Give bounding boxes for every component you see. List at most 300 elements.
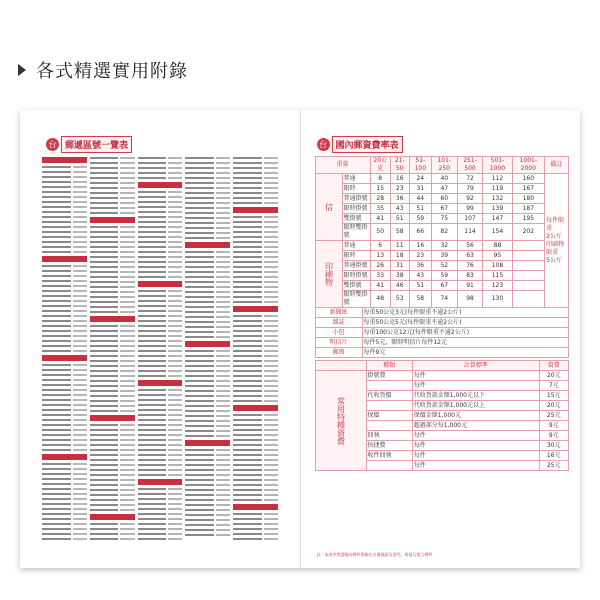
extra-text: 每重50公克5元(每件限重不逾2公斤) (362, 318, 568, 328)
extra-text: 每件5元，限時明信片每件12元 (362, 338, 568, 348)
rate-label: 限時雙掛號 (342, 291, 370, 308)
code-row (42, 477, 87, 481)
code-row (233, 379, 278, 383)
code-row (138, 299, 183, 303)
col-header: 20公克 (370, 157, 390, 174)
code-row (185, 335, 230, 339)
rate-row (315, 224, 568, 241)
code-row (233, 369, 278, 373)
code-row (138, 225, 183, 229)
rate-label: 限時掛號 (342, 271, 370, 281)
code-row (138, 512, 183, 516)
rate-value: 16 (409, 241, 431, 251)
code-row (233, 290, 278, 294)
code-row (138, 314, 183, 318)
rate-value: 72 (457, 174, 483, 184)
code-column (233, 156, 278, 548)
rate-value: 167 (512, 184, 545, 194)
code-row (42, 497, 87, 501)
right-page-title (317, 136, 403, 153)
code-row (90, 458, 135, 462)
code-row (185, 176, 230, 180)
left-page-title (46, 136, 132, 153)
rate-value: 24 (409, 174, 431, 184)
rate-value: 58 (390, 224, 409, 241)
code-row (233, 220, 278, 224)
code-row (185, 166, 230, 170)
rate-label: 雙掛號 (342, 281, 370, 291)
rate-value: 43 (390, 204, 409, 214)
region-chip (90, 316, 135, 322)
code-row (90, 324, 135, 328)
rate-value: 51 (390, 214, 409, 224)
code-row (138, 398, 183, 402)
col-header: 51-100 (409, 157, 431, 174)
code-row (185, 369, 230, 373)
fee-label: 掛號費 (366, 371, 412, 381)
region-chip (233, 306, 278, 312)
triangle-bullet-icon (18, 64, 26, 76)
code-row (90, 399, 135, 403)
fee-label: 收件回執 (366, 451, 412, 461)
code-row (185, 399, 230, 403)
code-row (90, 433, 135, 437)
extra-rate-row (315, 338, 568, 348)
code-row (138, 537, 183, 541)
code-row (233, 176, 278, 180)
code-row (138, 468, 183, 472)
rate-value: 52 (431, 261, 457, 271)
rate-value: 15 (370, 184, 390, 194)
code-row (233, 300, 278, 304)
code-row (185, 305, 230, 309)
code-row (42, 433, 87, 437)
code-row (185, 468, 230, 472)
code-row (233, 250, 278, 254)
special-category: 常用特種資費 (315, 371, 366, 471)
rate-category: 信 (315, 174, 342, 241)
code-row (42, 368, 87, 372)
code-row (90, 394, 135, 398)
region-chip (185, 341, 230, 347)
code-row (233, 453, 278, 457)
rate-value: 43 (409, 271, 431, 281)
fee-label (366, 461, 412, 471)
rate-value: 67 (431, 281, 457, 291)
code-row (42, 284, 87, 288)
rate-value: 18 (390, 251, 409, 261)
rate-value: 59 (431, 271, 457, 281)
code-row (42, 180, 87, 184)
right-page-title-text: 國內郵資費率表 (332, 136, 403, 153)
code-row (42, 378, 87, 382)
code-row (42, 408, 87, 412)
code-row (138, 344, 183, 348)
code-row (185, 186, 230, 190)
fee-header: 資費 (539, 361, 568, 371)
fee-value: 16元 (539, 451, 568, 461)
rate-value: 40 (431, 174, 457, 184)
code-row (90, 329, 135, 333)
fee-label (366, 421, 412, 431)
section-heading (18, 58, 188, 82)
code-row (138, 270, 183, 274)
rate-value (512, 251, 545, 261)
book-spread (20, 110, 580, 568)
code-row (185, 300, 230, 304)
code-row (233, 458, 278, 462)
extra-label: 雜誌 (315, 318, 362, 328)
code-row (138, 260, 183, 264)
code-row (42, 438, 87, 442)
rate-value: 119 (483, 184, 512, 194)
code-row (138, 205, 183, 209)
code-row (42, 388, 87, 392)
fee-header: 計算標準 (412, 361, 539, 371)
code-row (185, 503, 230, 507)
code-row (233, 230, 278, 234)
code-row (138, 156, 183, 160)
code-row (185, 498, 230, 502)
code-row (138, 487, 183, 491)
rate-value: 32 (431, 241, 457, 251)
code-row (185, 513, 230, 517)
code-row (185, 250, 230, 254)
rate-row (315, 184, 568, 194)
rate-value: 160 (512, 174, 545, 184)
code-row (233, 384, 278, 388)
fee-standard: 每件 (412, 371, 539, 381)
code-row (233, 517, 278, 521)
code-row (138, 171, 183, 175)
rate-row (315, 251, 568, 261)
code-row (138, 349, 183, 353)
code-row (90, 503, 135, 507)
code-row (42, 522, 87, 526)
code-row (185, 196, 230, 200)
code-row (233, 399, 278, 403)
code-row (233, 196, 278, 200)
code-row (138, 161, 183, 165)
code-row (138, 354, 183, 358)
extra-rate-table (315, 307, 569, 358)
code-row (185, 533, 230, 537)
rate-label: 限時 (342, 184, 370, 194)
code-row (90, 265, 135, 269)
code-row (185, 325, 230, 329)
code-row (233, 374, 278, 378)
rate-value: 50 (370, 224, 390, 241)
code-row (90, 285, 135, 289)
rate-value: 67 (431, 204, 457, 214)
code-row (42, 373, 87, 377)
code-row (138, 319, 183, 323)
code-row (138, 453, 183, 457)
region-chip (138, 479, 183, 485)
rate-table (315, 156, 569, 308)
code-row (90, 260, 135, 264)
code-row (90, 334, 135, 338)
code-row (138, 364, 183, 368)
rate-label: 限時 (342, 251, 370, 261)
code-row (233, 334, 278, 338)
code-row (138, 265, 183, 269)
code-row (233, 275, 278, 279)
code-row (233, 181, 278, 185)
rate-value: 79 (457, 184, 483, 194)
code-row (138, 443, 183, 447)
code-row (42, 165, 87, 169)
code-row (185, 295, 230, 299)
code-row (138, 413, 183, 417)
code-row (90, 171, 135, 175)
code-row (90, 196, 135, 200)
code-row (42, 314, 87, 318)
code-row (42, 235, 87, 239)
code-row (42, 472, 87, 476)
code-row (185, 458, 230, 462)
code-row (42, 363, 87, 367)
code-row (90, 235, 135, 239)
remark-header: 備註 (545, 157, 568, 174)
code-row (185, 389, 230, 393)
code-row (233, 413, 278, 417)
code-row (90, 354, 135, 358)
code-row (233, 161, 278, 165)
code-row (42, 517, 87, 521)
code-row (233, 423, 278, 427)
code-row (42, 250, 87, 254)
code-row (185, 255, 230, 259)
code-row (90, 181, 135, 185)
code-row (138, 369, 183, 373)
code-row (138, 433, 183, 437)
code-row (138, 195, 183, 199)
code-row (42, 349, 87, 353)
fee-label (366, 401, 412, 411)
code-row (42, 492, 87, 496)
code-row (138, 418, 183, 422)
code-row (90, 522, 135, 526)
extra-rate-row (315, 348, 568, 358)
rate-row (315, 204, 568, 214)
rate-value: 51 (409, 281, 431, 291)
code-row (42, 200, 87, 204)
code-row (185, 161, 230, 165)
rate-value: 66 (409, 224, 431, 241)
code-column (138, 156, 183, 548)
code-row (90, 255, 135, 259)
rate-value: 63 (457, 251, 483, 261)
region-chip (233, 207, 278, 213)
rate-value: 114 (457, 224, 483, 241)
code-row (42, 190, 87, 194)
code-row (90, 379, 135, 383)
code-row (138, 497, 183, 501)
code-row (90, 310, 135, 314)
code-row (185, 448, 230, 452)
code-row (42, 482, 87, 486)
fee-standard: 超過部分每1,000元 (412, 421, 539, 431)
code-row (138, 294, 183, 298)
code-row (185, 280, 230, 284)
rate-value: 99 (457, 204, 483, 214)
code-row (90, 201, 135, 205)
left-page (20, 110, 301, 568)
rate-value: 47 (431, 184, 457, 194)
rate-label: 普通掛號 (342, 194, 370, 204)
code-row (233, 438, 278, 442)
code-row (42, 448, 87, 452)
fee-standard: 每件 (412, 441, 539, 451)
code-row (90, 438, 135, 442)
code-row (42, 299, 87, 303)
rate-value (512, 241, 545, 251)
rate-label: 普通 (342, 174, 370, 184)
code-row (233, 245, 278, 249)
extra-label: 新聞紙 (315, 308, 362, 318)
rate-value: 108 (483, 261, 512, 271)
rate-value: 53 (390, 291, 409, 308)
title-mark-icon: 台 (46, 138, 59, 151)
code-row (185, 483, 230, 487)
extra-label: 郵簡 (315, 348, 362, 358)
code-row (233, 260, 278, 264)
extra-label: 小包 (315, 328, 362, 338)
code-row (185, 364, 230, 368)
code-row (185, 206, 230, 210)
code-row (90, 453, 135, 457)
code-row (233, 483, 278, 487)
code-row (138, 289, 183, 293)
code-row (90, 409, 135, 413)
code-row (42, 304, 87, 308)
code-row (42, 274, 87, 278)
code-row (138, 522, 183, 526)
code-row (90, 428, 135, 432)
rate-value: 195 (512, 214, 545, 224)
code-row (138, 324, 183, 328)
rate-value: 139 (483, 204, 512, 214)
code-row (42, 462, 87, 466)
code-row (185, 453, 230, 457)
code-column (90, 156, 135, 548)
code-row (233, 319, 278, 323)
code-row (42, 393, 87, 397)
code-row (233, 166, 278, 170)
fee-label: 快捷費 (366, 441, 412, 451)
code-row (42, 309, 87, 313)
extra-text: 每重50公克3元(每件限重不逾2公斤) (362, 308, 568, 318)
code-row (185, 231, 230, 235)
remark-cell: 每件限重 2公斤 印刷物 限重 5公斤 (545, 174, 568, 308)
fee-value: 25元 (539, 461, 568, 471)
code-row (185, 488, 230, 492)
code-row (233, 171, 278, 175)
code-row (138, 190, 183, 194)
extra-text: 每件9元 (362, 348, 568, 358)
col-header: 251-500 (457, 157, 483, 174)
code-row (185, 473, 230, 477)
code-row (233, 433, 278, 437)
region-chip (138, 380, 183, 386)
code-row (138, 408, 183, 412)
region-chip (90, 415, 135, 421)
code-row (185, 384, 230, 388)
extra-text: 每重100公克12元(每件限重不逾2公斤) (362, 328, 568, 338)
code-row (233, 418, 278, 422)
code-row (185, 404, 230, 408)
code-row (90, 161, 135, 165)
code-row (233, 240, 278, 244)
fee-value: 30元 (539, 441, 568, 451)
code-row (185, 463, 230, 467)
code-row (138, 339, 183, 343)
code-row (90, 166, 135, 170)
code-row (138, 388, 183, 392)
code-row (138, 240, 183, 244)
code-row (42, 537, 87, 541)
code-row (233, 428, 278, 432)
rate-value: 92 (457, 194, 483, 204)
rate-label: 普通 (342, 241, 370, 251)
code-row (90, 369, 135, 373)
code-row (185, 330, 230, 334)
code-column (185, 156, 230, 548)
code-row (90, 443, 135, 447)
code-row (185, 181, 230, 185)
code-row (138, 507, 183, 511)
fee-value: 9元 (539, 431, 568, 441)
code-row (42, 329, 87, 333)
col-header: 21-50 (390, 157, 409, 174)
rate-value: 48 (370, 291, 390, 308)
code-row (90, 349, 135, 353)
code-row (90, 245, 135, 249)
code-row (138, 210, 183, 214)
code-row (138, 304, 183, 308)
code-row (138, 517, 183, 521)
rate-value: 35 (370, 204, 390, 214)
fee-label (366, 381, 412, 391)
rate-value: 31 (390, 261, 409, 271)
code-row (185, 518, 230, 522)
rate-value: 76 (457, 261, 483, 271)
rate-value: 180 (512, 194, 545, 204)
code-row (90, 532, 135, 536)
rate-value (512, 281, 545, 291)
code-row (90, 389, 135, 393)
rate-value: 115 (483, 271, 512, 281)
rate-value: 202 (512, 224, 545, 241)
code-row (185, 156, 230, 160)
code-row (138, 393, 183, 397)
code-row (138, 492, 183, 496)
rate-value: 132 (483, 194, 512, 204)
code-row (42, 269, 87, 273)
code-row (233, 354, 278, 358)
code-row (185, 434, 230, 438)
region-chip (233, 504, 278, 510)
code-row (138, 176, 183, 180)
rate-row (315, 241, 568, 251)
code-row (233, 285, 278, 289)
code-row (138, 255, 183, 259)
left-page-title-text: 郵遞區號一覽表 (61, 136, 132, 153)
code-row (42, 507, 87, 511)
rate-value: 46 (390, 281, 409, 291)
code-row (90, 493, 135, 497)
